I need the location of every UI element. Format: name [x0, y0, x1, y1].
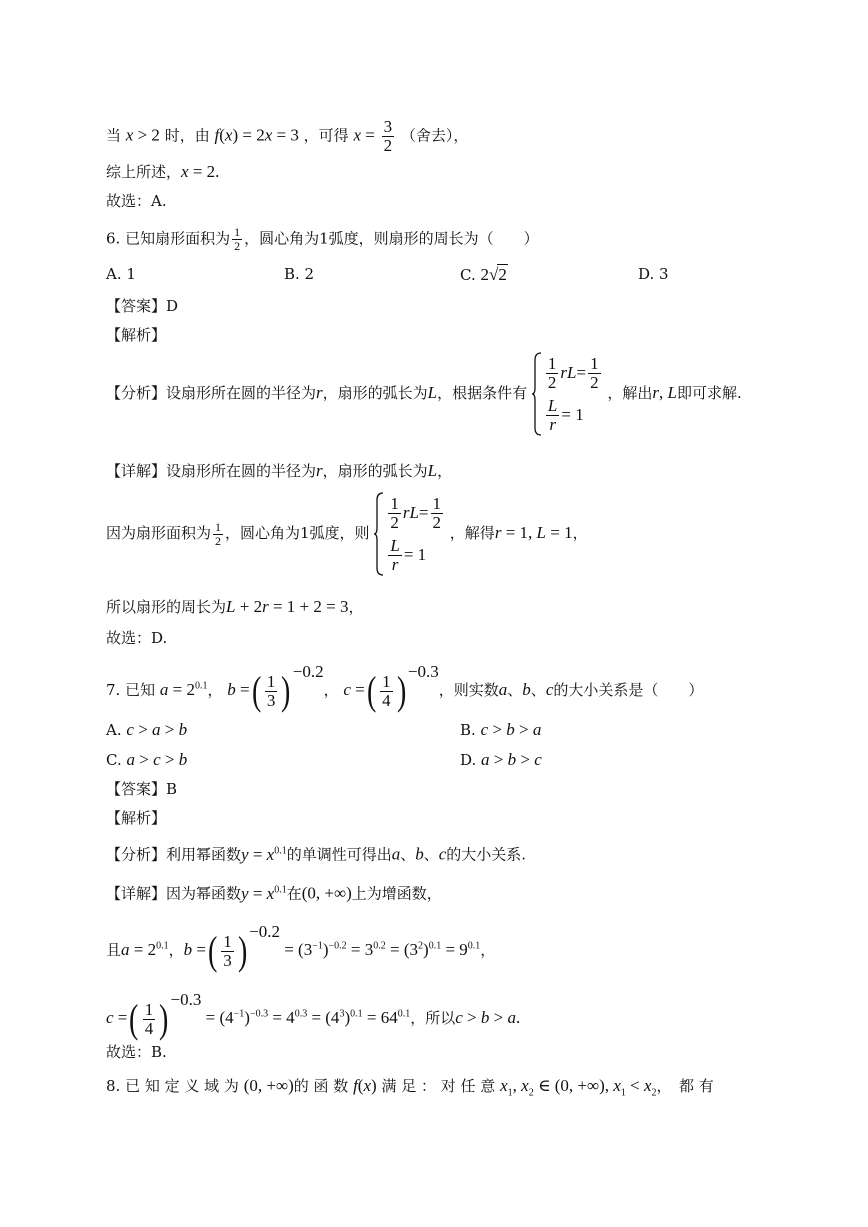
- text: 【详解】因为幂函数: [106, 884, 242, 903]
- text: 且: [106, 941, 122, 959]
- text: 【详解】设扇形所在圆的半径为: [106, 462, 317, 480]
- question-8: 8. 已 知 定 义 域 为 (0, +∞)的 函 数 f(x) 满 足 ： 对 任 意 $x_1$, $x_2$ ∈ (0, +∞), $x_1 < x_2$， 都 有: [106, 1076, 714, 1099]
- text: 8. 已 知 定 义 域 为: [106, 1077, 239, 1095]
- text: ，圆心角为1弧度，则扇形的周长为（ ）: [244, 229, 539, 248]
- text: 7. 已知: [106, 681, 156, 699]
- text: 【分析】设扇形所在圆的半径为: [106, 384, 317, 402]
- text: 6. 已知扇形面积为: [106, 229, 231, 248]
- text: 即可求解.: [676, 384, 742, 402]
- q6-so: 所以扇形的周长为L + 2r = 1 + 2 = 3，: [106, 597, 364, 616]
- text: ，可得: [303, 126, 349, 145]
- q7-select: 故选：B.: [106, 1043, 167, 1061]
- q6-analysis: 【分析】设扇形所在圆的半径为r，扇形的弧长为L，根据条件有 $\frac{1}{2}$ rL = $\frac{1}{2}$ $\frac{L}{r}$ = 1 ，解出r, L即可求解.: [106, 352, 742, 436]
- q6-option-d: D. 3: [638, 265, 669, 283]
- q7-analysis: 【分析】利用幂函数$y = x^{0.1}$的单调性可得出a、b、c的大小关系.: [106, 844, 527, 864]
- text: ，所以: [410, 1009, 456, 1027]
- text: 的大小关系是（ ）: [553, 681, 704, 699]
- q6-jiexi: 【解析】: [106, 326, 167, 344]
- question-6: 6. 已知扇形面积为 $\frac{1}{2}$ ，圆心角为1弧度，则扇形的周长为（ ）: [106, 225, 539, 253]
- q7-detail-3: c =( $\frac{1}{4}$ ) $^{-0.3} = (4^{-1})^{-0.3} = 4^{0.3} = (4^3)^{0.1} = 64^{0.1}$，所以c > b > a.: [106, 990, 521, 1041]
- q6-detail-1: 【详解】设扇形所在圆的半径为r，扇形的弧长为L，: [106, 461, 453, 480]
- q6-option-b: B. 2: [284, 265, 315, 283]
- text: 的大小关系.: [446, 845, 527, 864]
- fraction: $\frac{3}{2}$: [383, 117, 393, 155]
- q6-select: 故选：D.: [106, 629, 168, 647]
- q6-answer: 【答案】D: [106, 297, 179, 315]
- brace-icon: [374, 492, 384, 576]
- text: 的单调性可得出: [286, 845, 392, 864]
- text: A.: [106, 721, 122, 739]
- text: ，: [348, 598, 364, 616]
- q7-option-d: D. a > b > c: [460, 750, 542, 769]
- q6-option-c: C. 2√2: [460, 265, 507, 284]
- text: ，扇形的弧长为: [322, 384, 428, 402]
- q7-detail-1: 【详解】因为幂函数$y = x^{0.1}$在(0, +∞)上为增函数，: [106, 883, 442, 903]
- text: D.: [460, 751, 477, 769]
- text: ，圆心角为1弧度，则: [225, 524, 370, 542]
- text: 【分析】利用幂函数: [106, 845, 242, 864]
- line-2: 综上所述，x = 2.: [106, 162, 220, 181]
- text: （舍去），: [400, 126, 469, 145]
- line-1: 当 x > 2 时，由 f(x) = 2x = 3 ，可得 x = $\frac{3}{2}$ （舍去），: [106, 117, 469, 155]
- text: ，解出: [607, 384, 653, 402]
- text: ，解得: [449, 524, 495, 542]
- brace-icon: [532, 352, 542, 436]
- text: ， 都 有: [656, 1077, 714, 1095]
- text: B.: [460, 721, 476, 739]
- q7-answer: 【答案】B: [106, 780, 178, 798]
- text: C.: [460, 266, 476, 284]
- text: 所以扇形的周长为: [106, 598, 227, 616]
- text: ，则实数: [438, 681, 499, 699]
- text: 上为增函数，: [351, 884, 442, 903]
- text: ，扇形的弧长为: [322, 462, 428, 480]
- text: C.: [106, 751, 122, 769]
- q7-option-a: A. c > a > b: [106, 720, 188, 739]
- text: 当: [106, 126, 122, 145]
- text: ，根据条件有: [437, 384, 528, 402]
- q7-option-c: C. a > c > b: [106, 750, 188, 769]
- text: ，: [572, 524, 588, 542]
- q7-option-b: B. c > b > a: [460, 720, 542, 739]
- q7-detail-2: 且$a = 2^{0.1}$，b =( $\frac{1}{3}$ ) $^{-0.2} = (3^{-1})^{-0.2} = 3^{0.2} = (3^2)^{0.1} = 9^{0.1}$，: [106, 922, 496, 973]
- text: 在: [286, 884, 302, 903]
- question-7: 7. 已知 $a = 2^{0.1}$， b =( $\frac{1}{3}$ ) $^{-0.2}$， c =( $\frac{1}{4}$ ) $^{-0.3}$，则实数a、b、c的大小关系是（ ）: [106, 662, 704, 713]
- text: 的 函 数: [293, 1077, 349, 1095]
- q6-option-a: A. 1: [106, 265, 136, 283]
- q7-jiexi: 【解析】: [106, 809, 167, 827]
- q6-detail-2: 因为扇形面积为 $\frac{1}{2}$ ，圆心角为1弧度，则 $\frac{1}{2}$ rL = $\frac{1}{2}$ $\frac{L}{r}$ = 1 ，解得r = 1, L = 1，: [106, 492, 588, 576]
- text: 时，由: [164, 126, 210, 145]
- text: 因为扇形面积为: [106, 524, 212, 542]
- text: 综上所述，: [106, 163, 182, 181]
- line-3: 故选：A.: [106, 192, 167, 210]
- text: ，: [437, 462, 453, 480]
- text: 满 足 ： 对 任 意: [381, 1077, 496, 1095]
